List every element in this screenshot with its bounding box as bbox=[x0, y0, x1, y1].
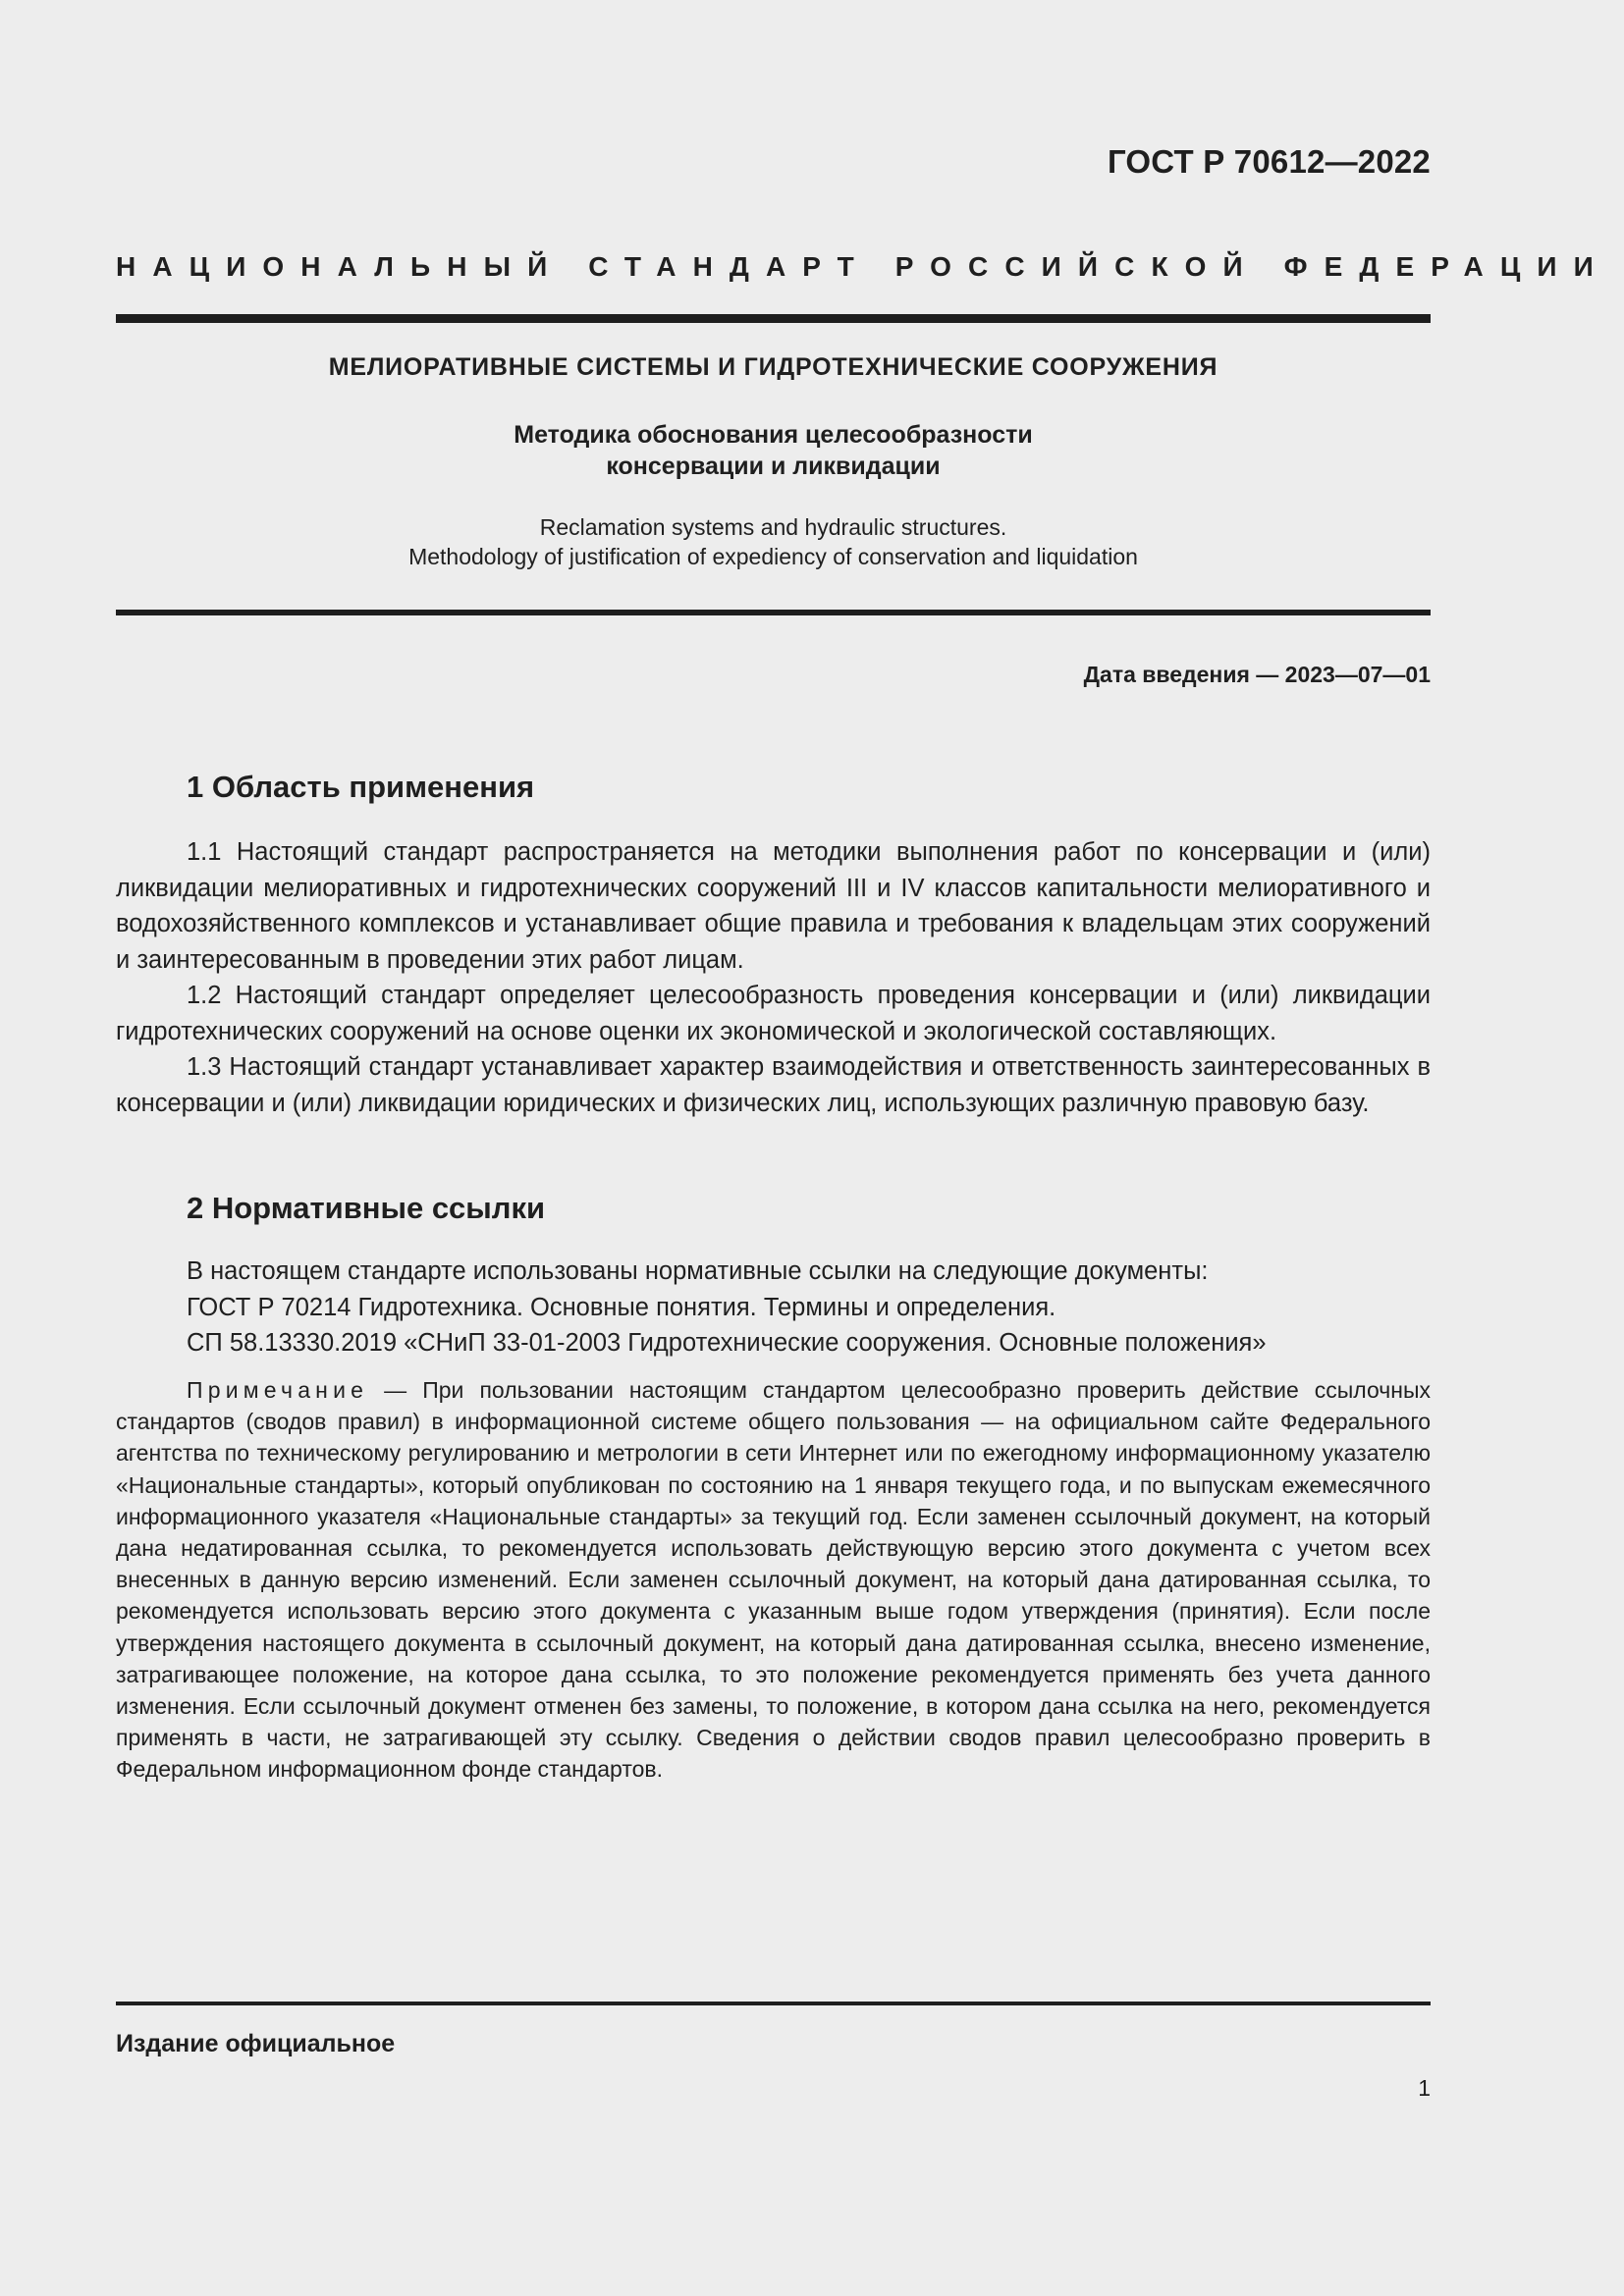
footer-divider bbox=[116, 2002, 1431, 2005]
national-standard-banner: НАЦИОНАЛЬНЫЙ СТАНДАРТ РОССИЙСКОЙ ФЕДЕРАЦИИ bbox=[116, 251, 1610, 282]
note-text: — При пользовании настоящим стандартом целесообразно проверить действие ссылочных стандартов (сводов правил) в информационной системе общего пользования — на официальном сайте Федерального агентства по техническому регулированию и метрологии в сети Интернет или по ежегодному информационному указателю «Национальные стандарты», который опубликован по состоянию на 1 января текущего года, и по выпускам ежемесячного информационного указателя «Национальные стандарты» за текущий год. Если заменен ссылочный документ, на который дана недатированная ссылка, то рекомендуется использовать действующую версию этого документа с учетом всех внесенных в данную версию изменений. Если заменен ссылочный документ, на который дана датированная ссылка, то рекомендуется использовать версию этого документа с указанным выше годом утверждения (принятия). Если после утверждения настоящего документа в ссылочный документ, на который дана датированная ссылка, внесено изменение, затрагивающее положение, на которое дана ссылка, то это положение рекомендуется применять без учета данного изменения. Если ссылочный документ отменен без замены, то положение, в котором дана ссылка на него, рекомендуется применять в части, не затрагивающей эту ссылку. Сведения о действии сводов правил целесообразно проверить в Федеральном информационном фонде стандартов. bbox=[116, 1377, 1431, 1783]
subtitle-line-2: консервации и ликвидации bbox=[606, 453, 941, 480]
reference-item: ГОСТ Р 70214 Гидротехника. Основные понятия. Термины и определения. bbox=[187, 1293, 1056, 1321]
paragraph-1-2: 1.2 Настоящий стандарт определяет целесообразность проведения консервации и (или) ликвидации гидротехнических сооружений на основе оценки их экономической и экологической составляющих. bbox=[116, 982, 1431, 1045]
top-divider bbox=[116, 314, 1431, 323]
official-edition-label: Издание официальное bbox=[116, 2030, 396, 2057]
document-title: МЕЛИОРАТИВНЫЕ СИСТЕМЫ И ГИДРОТЕХНИЧЕСКИЕ СООРУЖЕНИЯ bbox=[328, 353, 1218, 381]
section-heading-references: 2 Нормативные ссылки bbox=[187, 1191, 546, 1225]
references-intro: В настоящем стандарте использованы нормативные ссылки на следующие документы: bbox=[187, 1257, 1209, 1285]
paragraph-1-1: 1.1 Настоящий стандарт распространяется на методики выполнения работ по консервации и (или) ликвидации мелиоративных и гидротехнических сооружений III и IV классов капитальности мелиоративного и водохозяйственного комплексов и устанавливает общие правила и требования к владельцам этих сооружений и заинтересованным в проведении этих работ лицам. bbox=[116, 838, 1431, 974]
section-scope-body bbox=[116, 834, 1431, 1121]
introduction-date: Дата введения — 2023—07—01 bbox=[1083, 662, 1431, 687]
english-title-line-1: Reclamation systems and hydraulic structures. bbox=[539, 514, 1007, 540]
paragraph-1-3: 1.3 Настоящий стандарт устанавливает характер взаимодействия и ответственность заинтересованных в консервации и (или) ликвидации юридических и физических лиц, использующих различную правовую базу. bbox=[116, 1053, 1431, 1117]
note-label: Примечание bbox=[187, 1377, 369, 1403]
english-title-line-2: Methodology of justification of expediency of conservation and liquidation bbox=[408, 544, 1138, 569]
reference-item: СП 58.13330.2019 «СНиП 33-01-2003 Гидротехнические сооружения. Основные положения» bbox=[187, 1329, 1267, 1357]
title-bottom-divider bbox=[116, 610, 1431, 615]
references-list bbox=[187, 1254, 1431, 1362]
document-subtitle bbox=[116, 419, 1431, 482]
section-heading-scope: 1 Область применения bbox=[187, 770, 535, 804]
english-title bbox=[116, 512, 1431, 571]
document-code: ГОСТ Р 70612—2022 bbox=[1107, 143, 1431, 180]
note-block bbox=[116, 1374, 1431, 1786]
subtitle-line-1: Методика обоснования целесообразности bbox=[514, 421, 1033, 449]
document-page bbox=[116, 0, 1610, 2296]
page-number: 1 bbox=[1418, 2075, 1431, 2101]
